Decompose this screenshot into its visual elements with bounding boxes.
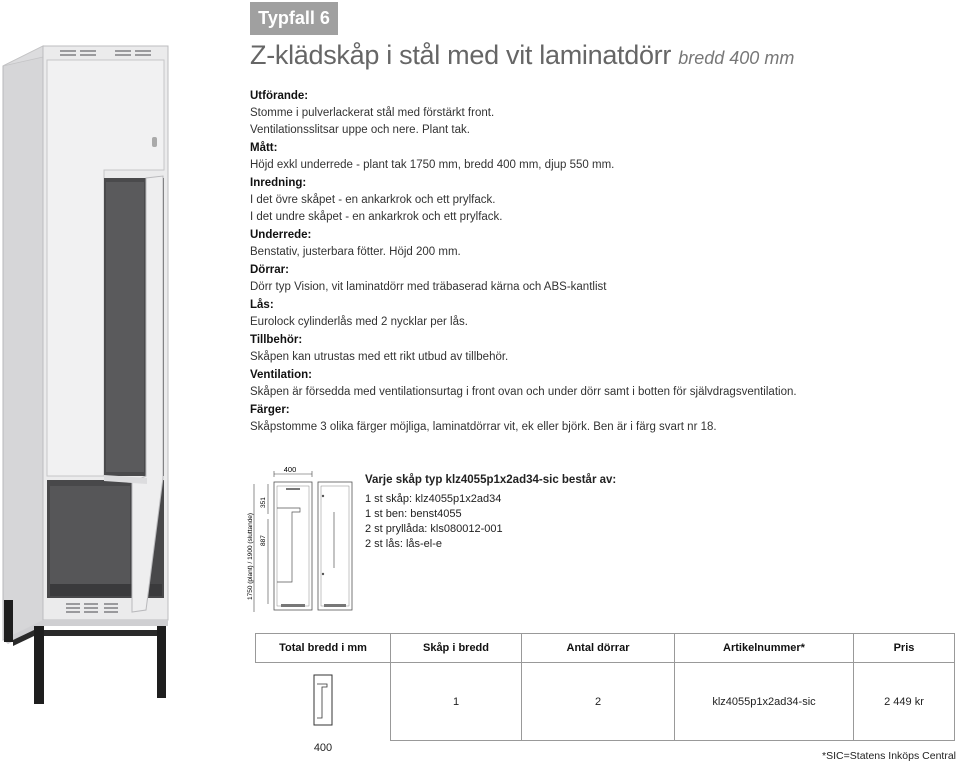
spec-las	[250, 297, 950, 331]
spec-line: Stomme i pulverlackerat stål med förstärkt front.	[250, 106, 495, 119]
page-title	[250, 40, 794, 71]
cell-icon	[256, 663, 391, 741]
cell-artikel: klz4055p1x2ad34-sic	[675, 663, 854, 741]
cell-pris: 2 449 kr	[854, 663, 955, 741]
height-dim-label: 1750 (plant) / 1900 (sluttande)	[247, 512, 254, 600]
col-pris: Pris	[854, 634, 955, 663]
cell-skap: 1	[391, 663, 522, 741]
col-total-width: Total bredd i mm	[256, 634, 391, 663]
spec-heading: Ventilation:	[250, 369, 312, 382]
upper-dim-label: 351	[260, 497, 267, 508]
locker-illustration	[0, 0, 240, 763]
spec-line: Eurolock cylinderlås med 2 nycklar per lås.	[250, 315, 468, 328]
composition-item: 2 st pryllåda: kls080012-001	[365, 523, 503, 535]
spec-line: Skåpen kan utrustas med ett rikt utbud av tillbehör.	[250, 350, 509, 363]
spec-farger	[250, 402, 950, 436]
price-table	[255, 633, 955, 755]
table-header-row	[256, 634, 955, 663]
composition-heading: Varje skåp typ klz4055p1x2ad34-sic består av:	[365, 474, 617, 486]
col-skap-i-bredd: Skåp i bredd	[391, 634, 522, 663]
spec-heading: Utförande:	[250, 90, 309, 102]
spec-utforande	[250, 88, 950, 138]
width-dim-label: 400	[283, 465, 297, 474]
spec-underrede	[250, 227, 950, 261]
spec-tillbehor	[250, 332, 950, 366]
spec-block	[250, 88, 950, 437]
composition-item: 1 st ben: benst4055	[365, 508, 462, 520]
table-row	[256, 663, 955, 741]
spec-heading: Tillbehör:	[250, 334, 303, 347]
spec-heading: Mått:	[250, 141, 278, 154]
empty-cell	[522, 741, 675, 755]
spec-line: I det övre skåpet - en ankarkrok och ett prylfack.	[250, 193, 496, 206]
col-antal-dorrar: Antal dörrar	[522, 634, 675, 663]
spec-line: Höjd exkl underrede - plant tak 1750 mm, bredd 400 mm, djup 550 mm.	[250, 158, 615, 171]
spec-line: Dörr typ Vision, vit laminatdörr med träbaserad kärna och ABS-kantlist	[250, 280, 607, 293]
spec-inredning	[250, 175, 950, 225]
spec-line: Benstativ, justerbara fötter. Höjd 200 mm.	[250, 245, 461, 258]
spec-ventilation	[250, 367, 950, 401]
col-artikelnummer: Artikelnummer*	[675, 634, 854, 663]
spec-heading: Dörrar:	[250, 263, 289, 276]
spec-heading: Lås:	[250, 299, 274, 312]
spec-heading: Inredning:	[250, 176, 307, 189]
locker-icon	[313, 674, 333, 726]
footnote: *SIC=Statens Inköps Central	[822, 750, 956, 762]
spec-line: Ventilationsslitsar uppe och nere. Plant tak.	[250, 123, 470, 136]
spec-heading: Underrede:	[250, 228, 312, 241]
title-main: Z-klädskåp i stål med vit laminatdörr	[250, 40, 672, 70]
spec-line: I det undre skåpet - en ankarkrok och ett prylfack.	[250, 210, 503, 223]
spec-line: Skåpen är försedda med ventilationsurtag i front ovan och under dörr samt i botten för självdragsventilation.	[250, 386, 797, 399]
composition-item: 2 st lås: lås-el-e	[365, 538, 443, 550]
technical-drawing	[244, 464, 359, 614]
spec-heading: Färger:	[250, 404, 290, 417]
spec-line: Skåpstomme 3 olika färger möjliga, laminatdörrar vit, ek eller björk. Ben är i färg svart nr 18.	[250, 421, 717, 434]
title-suffix: bredd 400 mm	[678, 48, 795, 68]
icon-width-label: 400	[313, 741, 333, 754]
spec-matt	[250, 140, 950, 174]
lower-dim-label: 887	[260, 535, 267, 546]
cell-dorrar: 2	[522, 663, 675, 741]
spec-dorrar	[250, 262, 950, 296]
composition-item: 1 st skåp: klz4055p1x2ad34	[365, 493, 502, 505]
composition-block	[365, 473, 616, 552]
case-badge: Typfall 6	[250, 2, 338, 35]
empty-cell	[391, 741, 522, 755]
